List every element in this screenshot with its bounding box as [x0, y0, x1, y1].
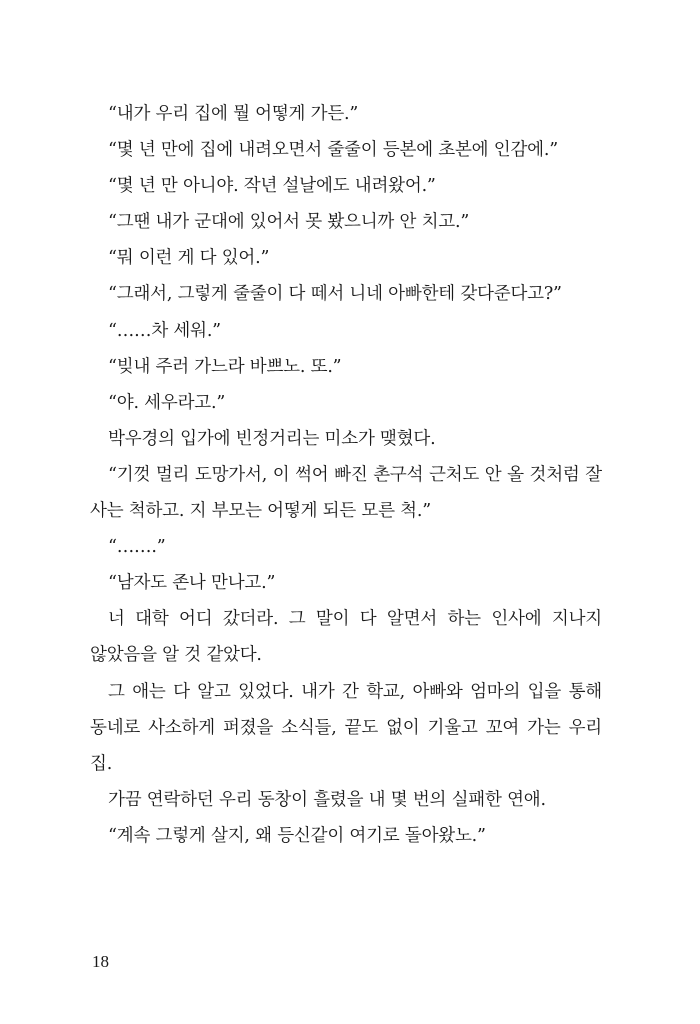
paragraph: “몇 년 만 아니야. 작년 설날에도 내려왔어.” [108, 176, 436, 197]
paragraph: 그 애는 다 알고 있었다. 내가 간 학교, 아빠와 엄마의 입을 통해 동네로 사소하게 퍼졌을 소식들, 끝도 없이 기울고 꼬여 가는 우리 집. [90, 681, 602, 774]
paragraph: “그땐 내가 군대에 있어서 못 봤으니까 안 치고.” [108, 212, 470, 233]
paragraph: 너 대학 어디 갔더라. 그 말이 다 알면서 하는 인사에 지나지 않았음을 알 것 같았다. [90, 609, 602, 666]
paragraph: “…….” [108, 537, 166, 558]
paragraph: “그래서, 그렇게 줄줄이 다 떼서 니네 아빠한테 갖다준다고?” [108, 284, 562, 305]
paragraph: “……차 세워.” [108, 320, 221, 341]
paragraph: “몇 년 만에 집에 내려오면서 줄줄이 등본에 초본에 인감에.” [108, 140, 558, 161]
paragraph: “계속 그렇게 살지, 왜 등신같이 여기로 돌아왔노.” [108, 825, 486, 846]
paragraph: “남자도 존나 만나고.” [108, 573, 276, 594]
paragraph: “야. 세우라고.” [108, 392, 226, 413]
paragraph: “뭐 이런 게 다 있어.” [108, 248, 270, 269]
paragraph: 박우경의 입가에 빈정거리는 미소가 맺혔다. [108, 428, 436, 449]
paragraph: “내가 우리 집에 뭘 어떻게 가든.” [108, 104, 359, 124]
paragraph: 가끔 연락하던 우리 동창이 흘렸을 내 몇 번의 실패한 연애. [108, 789, 546, 810]
paragraph: “기껏 멀리 도망가서, 이 썩어 빠진 촌구석 근처도 안 올 것처럼 잘 사는 척하고. 지 부모는 어떻게 되든 모른 척.” [90, 464, 602, 522]
body-text [90, 96, 602, 854]
page-number: 18 [92, 952, 109, 971]
paragraph: “빚내 주러 가느라 바쁘노. 또.” [108, 356, 342, 377]
